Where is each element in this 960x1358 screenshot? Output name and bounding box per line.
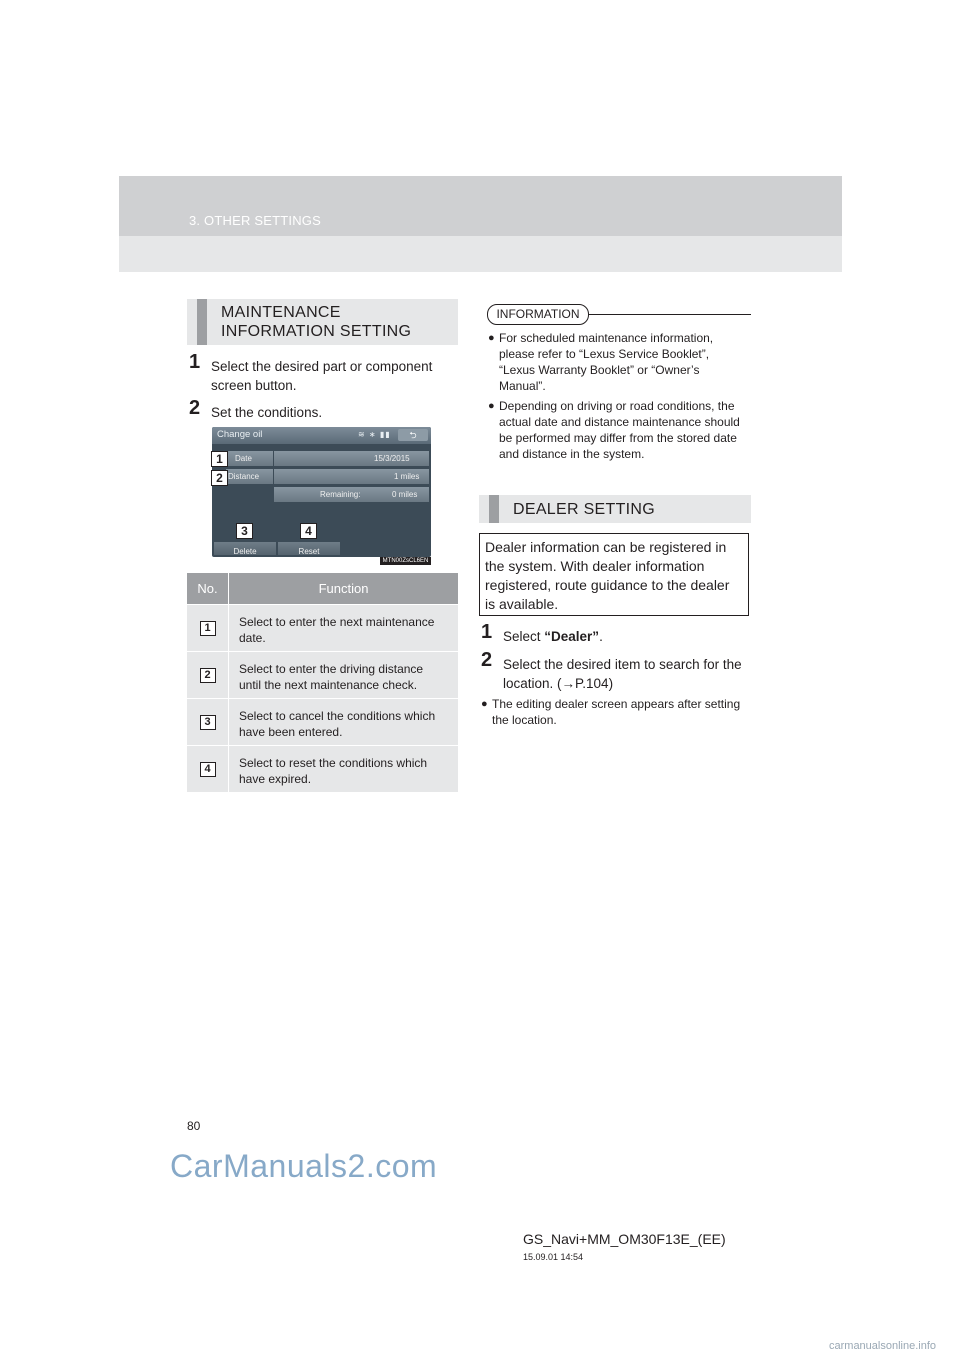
header-function: Function xyxy=(318,581,369,596)
row-number-cell xyxy=(187,746,229,792)
row-number-cell xyxy=(187,699,229,745)
table-row xyxy=(187,698,458,745)
row-number: 1 xyxy=(200,621,216,636)
dealer-heading-text: DEALER SETTING xyxy=(513,500,656,518)
maintenance-step-1 xyxy=(189,351,459,395)
information-bullet xyxy=(488,330,744,394)
dealer-intro: Dealer information can be registered in the system. With dealer information registered, route guidance to the dealer is available. xyxy=(479,533,749,616)
document-timestamp: 15.09.01 14:54 xyxy=(523,1252,584,1262)
information-bullet xyxy=(488,398,744,462)
function-table xyxy=(187,573,458,792)
document-code: GS_Navi+MM_OM30F13E_(EE) xyxy=(523,1231,726,1247)
header-no: No. xyxy=(187,573,229,604)
step-suffix: . xyxy=(599,629,603,644)
information-tag: INFORMATION xyxy=(487,304,589,325)
row-function: Select to cancel the conditions which have been entered. xyxy=(229,699,458,745)
bullet-text: For scheduled maintenance information, please refer to “Lexus Service Booklet”, “Lexus Warranty Booklet” or “Owner’s Manual”. xyxy=(499,331,714,393)
step-number: 2 xyxy=(189,397,201,419)
step-prefix: Select xyxy=(503,629,545,644)
remaining-label: Remaining: xyxy=(320,490,361,499)
row-function: Select to enter the driving distance until the next maintenance check. xyxy=(229,652,458,698)
bullet-text: Depending on driving or road conditions, the actual date and distance maintenance should be performed may differ from the stored date and distance in the system. xyxy=(499,399,740,461)
row-function: Select to reset the conditions which have expired. xyxy=(229,746,458,792)
maintenance-heading-text: MAINTENANCE INFORMATION SETTING xyxy=(221,304,412,340)
table-header xyxy=(187,573,458,604)
step-number: 1 xyxy=(481,621,493,643)
maintenance-heading xyxy=(187,299,458,345)
maintenance-step-2 xyxy=(189,397,459,422)
section-title: 3. OTHER SETTINGS xyxy=(189,213,321,228)
bullet-icon: ● xyxy=(488,332,495,344)
row-number-cell xyxy=(187,605,229,651)
step-number: 1 xyxy=(189,351,201,373)
callout-4: 4 xyxy=(300,523,317,539)
delete-button[interactable]: Delete xyxy=(214,542,276,555)
dealer-note xyxy=(481,696,751,728)
dealer-step-2 xyxy=(481,649,751,693)
callout-1: 1 xyxy=(211,451,228,467)
dealer-heading xyxy=(479,495,751,523)
step-number: 2 xyxy=(481,649,493,671)
table-row xyxy=(187,651,458,698)
bullet-icon: ● xyxy=(481,698,488,710)
row-number: 3 xyxy=(200,715,216,730)
step-text: Select the desired item to search for the location. (→P.104) xyxy=(503,657,742,691)
date-label: Date xyxy=(235,454,252,463)
watermark: CarManuals2.com xyxy=(170,1148,438,1184)
row-function: Select to enter the next maintenance date. xyxy=(229,605,458,651)
screen-title: Change oil xyxy=(217,429,263,440)
distance-value: 1 miles xyxy=(394,472,420,481)
distance-label: Distance xyxy=(228,472,260,481)
note-text: The editing dealer screen appears after setting the location. xyxy=(492,697,741,727)
remaining-value: 0 miles xyxy=(392,490,418,499)
date-value: 15/3/2015 xyxy=(374,454,410,463)
back-button[interactable]: ⮌ xyxy=(398,429,428,441)
callout-3: 3 xyxy=(236,523,253,539)
reset-button[interactable]: Reset xyxy=(278,542,340,555)
bullet-icon: ● xyxy=(488,400,495,412)
table-row xyxy=(187,745,458,792)
row-number-cell xyxy=(187,652,229,698)
row-number: 4 xyxy=(200,762,216,777)
dealer-step-1 xyxy=(481,621,751,646)
step-text: Set the conditions. xyxy=(211,405,323,420)
step-text xyxy=(481,627,751,646)
heading-bar xyxy=(489,495,499,523)
table-row xyxy=(187,604,458,651)
row-number: 2 xyxy=(200,668,216,683)
heading-bar xyxy=(197,299,207,345)
image-code: MTN00ZsCL6EN xyxy=(380,557,431,565)
step-text: Select the desired part or component screen button. xyxy=(211,359,433,393)
watermark-site: carmanualsonline.info xyxy=(829,1340,937,1352)
dealer-button-ref: “Dealer” xyxy=(544,629,600,644)
status-icons: ≋ ∗ ▮▮ xyxy=(358,430,391,439)
callout-2: 2 xyxy=(211,470,228,486)
page-number: 80 xyxy=(187,1119,201,1133)
